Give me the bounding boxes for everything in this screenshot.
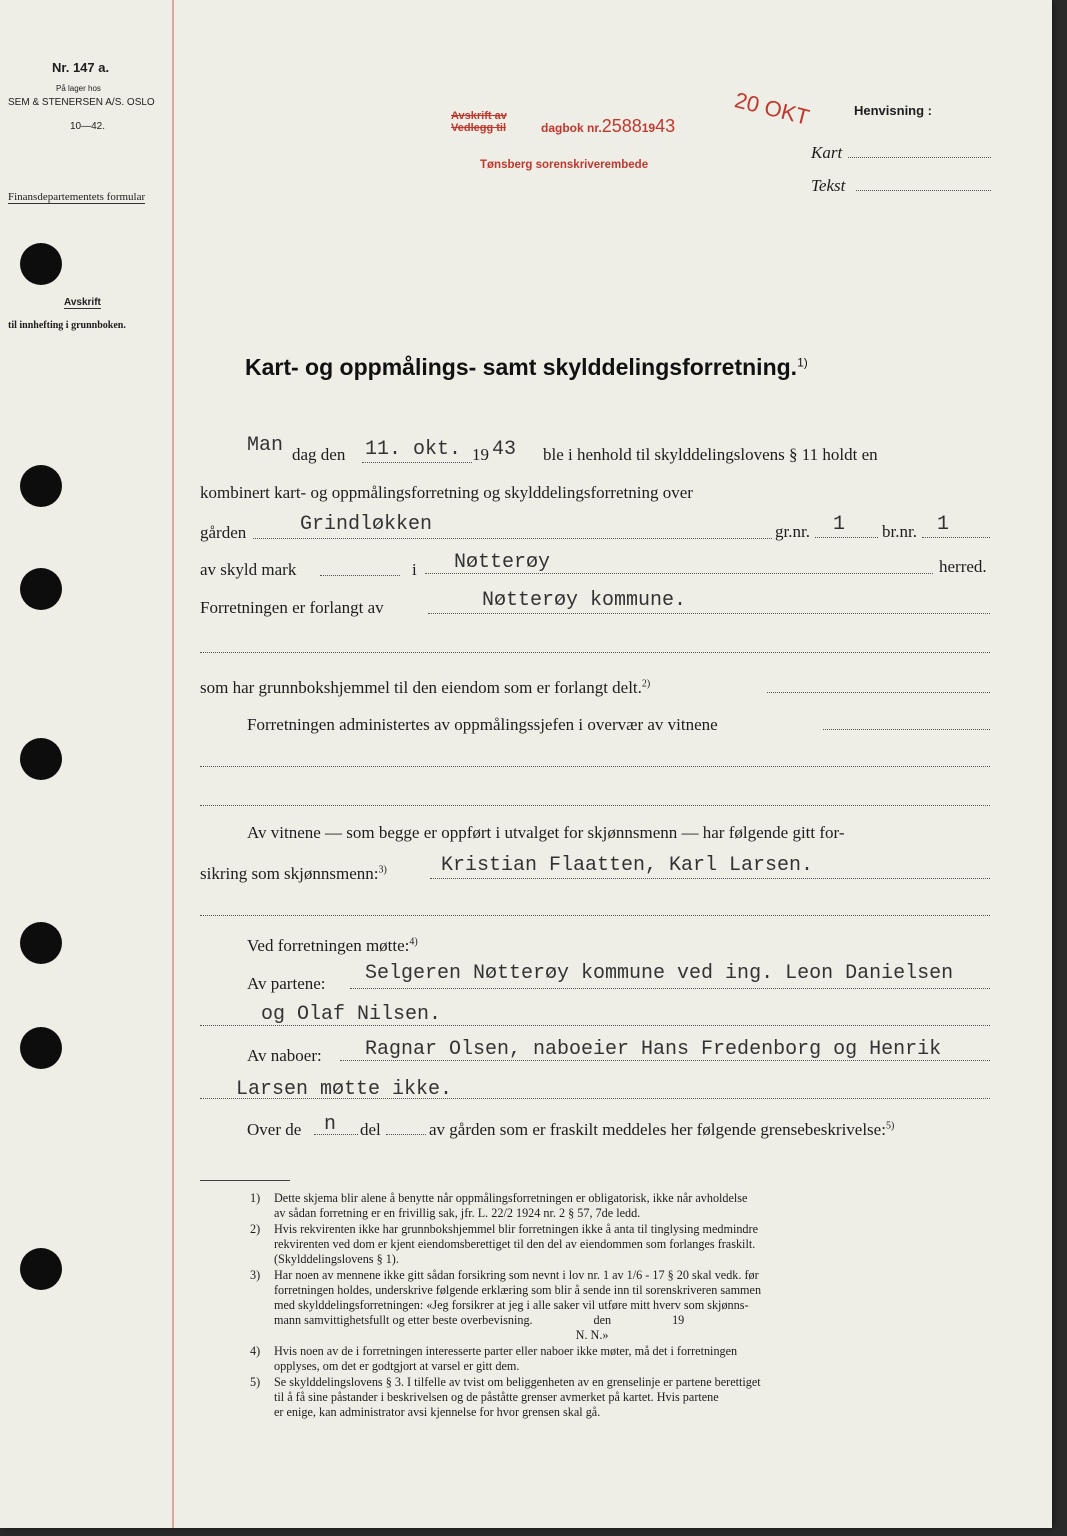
garden-label: gården [200,523,247,542]
handwritten-date: 20 OKT [732,87,812,130]
motte-label [247,936,418,956]
margin-rule [172,0,174,1528]
grense-note: 5) [885,1120,895,1132]
punch-hole [20,922,62,964]
tekst-label: Tekst [811,176,846,195]
blank-line [200,915,990,916]
footnote-line: av sådan forretning er en frivillig sak, jfr. L. 22/2 1924 nr. 2 § 57, 7de ledd. [274,1206,641,1220]
motte-note: 4) [409,936,418,948]
footnote-line: rekvirenten ved dom er kjent eiendomsberettiget til den del av eiendommen som forlanges fraskilt. [274,1237,756,1251]
over-de-label: Over de [247,1120,302,1139]
grnr-field [815,537,878,538]
footnote-line: mann samvittighetsfullt og etter beste overbevisning. den 19 [274,1313,685,1327]
vitner-label-text: sikring som skjønnsmenn: [200,864,379,883]
garden-field [253,538,772,539]
footnote-line: er enige, kan administrator avsi kjennelse for hvor grensen skal gå. [274,1405,601,1419]
weekday: Man [247,434,284,457]
printer-line: På lager hos [56,84,101,93]
vitner-field [430,878,990,879]
footnote-line: Hvis noen av de i forretningen interesserte parter eller naboer ikke møter, må det i forretningen [274,1344,738,1358]
i-label: i [412,560,417,579]
hjemmel-label: som har grunnbokshjemmel til den eiendom som er forlangt delt. [200,678,642,697]
punch-hole [20,465,62,507]
admin-text: Forretningen administertes av oppmålingssjefen i overvær av vitnene [247,715,718,734]
blank-line [200,805,990,806]
motte-text: Ved forretningen møtte: [247,936,410,955]
partene-value-2: og Olaf Nilsen. [261,1003,442,1026]
footnote-mark: 3) [250,1268,261,1282]
stamp-dagbok-label: dagbok nr. [541,121,602,135]
stamp-office: Tønsberg sorenskriverembede [480,159,649,171]
brnr-value: 1 [937,513,950,536]
footnote-mark: 2) [250,1222,261,1236]
grnr-label: gr.nr. [775,522,810,541]
reference-label: Henvisning : [854,103,933,118]
footnotes [246,1191,998,1421]
footnote-line: N. N.» [274,1328,609,1342]
punch-hole [20,738,62,780]
footnote-line: (Skylddelingslovens § 1). [274,1252,399,1266]
brnr-field [922,537,990,538]
punch-hole [20,243,62,285]
printer-name: SEM & STENERSEN A/S. OSLO [8,97,155,108]
footnote [246,1222,998,1267]
stamp-dagbok [541,116,675,137]
footnote-line: med skylddelingsforretningen: «Jeg forsikrer at jeg i alle saker vil utføre mitt hverv som skjønns- [274,1298,749,1312]
footnote-line: opplyses, om det er godtgjort at varsel er gitt dem. [274,1359,520,1373]
side-title: Avskrift [64,297,101,308]
hjemmel-field [767,692,990,693]
hjemmel-text [200,678,650,698]
stamp-avskrift: Avskrift av [451,110,507,122]
punch-hole [20,1027,62,1069]
tekst-field [856,190,991,191]
date-field [362,462,472,463]
admin-field [823,729,990,730]
footnote [246,1375,998,1420]
side-subtitle: til innhefting i grunnboken. [8,320,126,331]
skyld-label: av skyld mark [200,560,297,579]
punch-hole [20,568,62,610]
grnr-value: 1 [833,513,846,536]
grense-label: av gården som er fraskilt meddeles her følgende grensebeskrivelse: [429,1120,886,1139]
over-value: n [324,1113,337,1136]
form-number: Nr. 147 a. [52,60,110,75]
line2-text: kombinert kart- og oppmålingsforretning og skylddelingsforretning over [200,483,693,502]
herred-value: Nøtterøy [454,551,551,574]
print-date: 10—42. [70,121,106,132]
forlangt-field [428,613,990,614]
line1-text: ble i henhold til skylddelingslovens § 11 holdt en [543,445,878,464]
partene-value-1: Selgeren Nøtterøy kommune ved ing. Leon Danielsen [365,962,954,985]
footnote-mark: 4) [250,1344,261,1358]
hjemmel-note: 2) [641,678,651,690]
footnote-rule [200,1180,290,1181]
blank-line [200,652,990,653]
footnote-line: Dette skjema blir alene å benytte når oppmålingsforretningen er obligatorisk, ikke når avholdelse [274,1191,748,1205]
footnote [246,1344,998,1374]
year-prefix: 19 [472,445,489,464]
footnote-line: Hvis rekvirenten ikke har grunnbokshjemmel blir forretningen ikke å anta til tinglysing medmindre [274,1222,758,1236]
stamp-year: 43 [655,116,676,136]
grense-text [429,1120,894,1140]
footnote [246,1191,998,1221]
naboer-label: Av naboer: [247,1046,322,1065]
del-field [386,1134,426,1135]
footnote-line: Se skylddelingslovens § 3. I tilfelle av tvist om beliggenheten av en grenselinje er partene berettiget [274,1375,761,1389]
vitner-value: Kristian Flaatten, Karl Larsen. [441,854,814,877]
herred-label: herred. [939,557,987,576]
forlangt-value: Nøtterøy kommune. [482,589,687,612]
brnr-label: br.nr. [882,522,917,541]
del-label: del [360,1120,381,1139]
dag-den-label: dag den [292,445,346,464]
naboer-value-2: Larsen møtte ikke. [236,1078,453,1101]
vitner-text: Av vitnene — som begge er oppført i utvalget for skjønnsmenn — har følgende gitt for- [247,823,845,842]
stamp-options [451,110,507,134]
page-title [245,354,808,381]
title-text: Kart- og oppmålings- samt skylddelingsforretning. [245,354,798,380]
vitner-note: 3) [378,864,387,876]
forlangt-label: Forretningen er forlangt av [200,598,384,617]
department-label: Finansdepartementets formular [8,191,146,203]
stamp-dagbok-number: 2588 [601,116,642,136]
garden-value: Grindløkken [300,513,433,536]
stamp-vedlegg: Vedlegg til [451,122,507,134]
meeting-year: 43 [492,438,517,461]
partene-field [350,988,990,989]
footnote [246,1268,998,1343]
footnote-line: forretningen holdes, underskrive følgende erklæring som blir å sende inn til sorenskriveren sammen [274,1283,762,1297]
stamp-year-prefix: 19 [641,121,656,135]
skyld-field [320,575,400,576]
partene-label: Av partene: [247,974,326,993]
kart-field [848,157,991,158]
punch-hole [20,1248,62,1290]
footnote-line: Har noen av mennene ikke gitt sådan forsikring som nevnt i lov nr. 1 av 1/6 - 17 § 20 skal vedk. før [274,1268,759,1282]
vitner-label [200,864,387,884]
naboer-value-1: Ragnar Olsen, naboeier Hans Fredenborg og Henrik [365,1038,942,1061]
footnote-mark: 1) [250,1191,261,1205]
kart-label: Kart [811,143,843,162]
title-note: 1) [797,355,808,370]
footnote-line: til å få sine påstander i beskrivelsen og de påståtte grenser avmerket på kartet. Hvis partene [274,1390,719,1404]
footnote-mark: 5) [250,1375,261,1389]
meeting-date: 11. okt. [365,438,462,461]
blank-line [200,766,990,767]
